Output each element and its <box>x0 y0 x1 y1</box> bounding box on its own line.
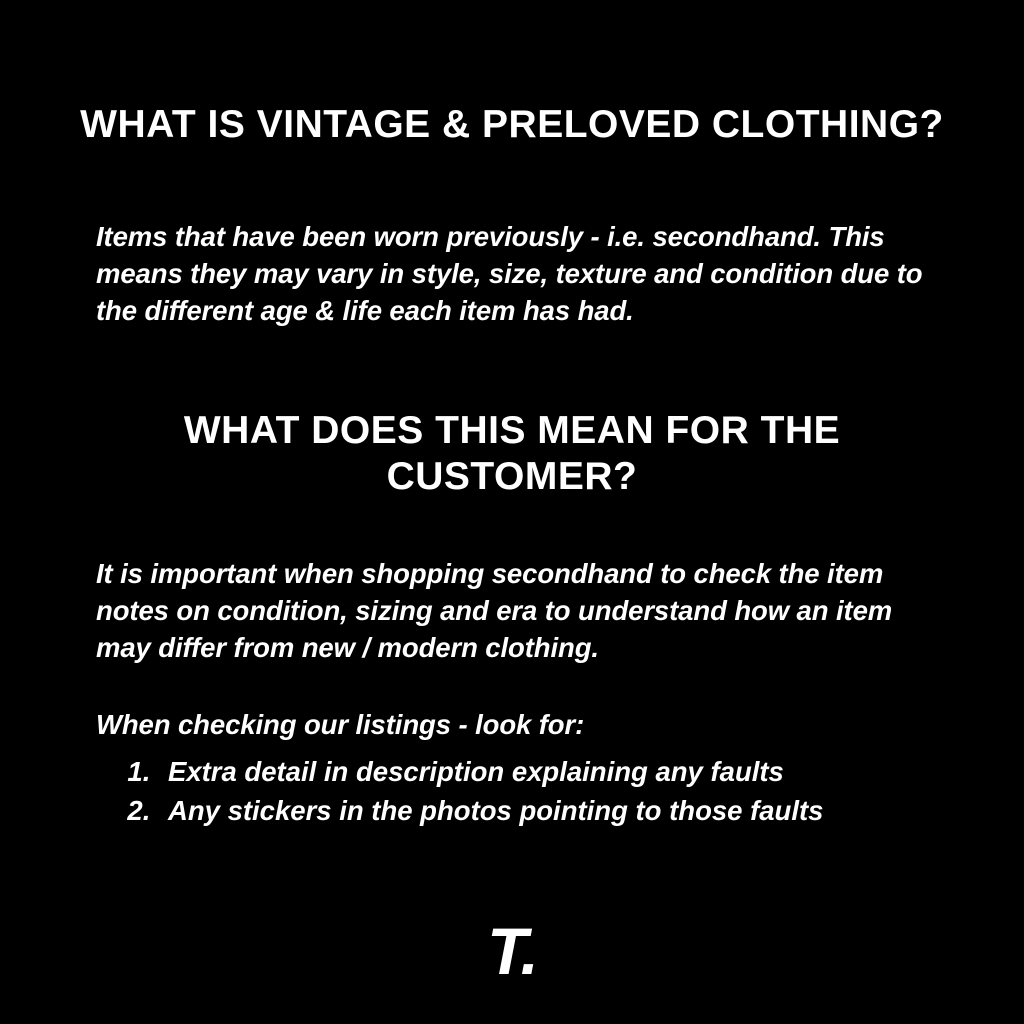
list-item: 2. Any stickers in the photos pointing to those faults <box>158 791 958 830</box>
definition-paragraph: Items that have been worn previously - i.e. secondhand. This means they may vary in style, size, texture and condition due to the different age & life each item has had. <box>96 220 923 326</box>
list-item: 1. Extra detail in description explaining any faults <box>158 752 958 791</box>
page-title: WHAT IS VINTAGE & PRELOVED CLOTHING? <box>80 103 944 147</box>
brand-logo: T. <box>487 914 537 988</box>
guidance-paragraph: It is important when shopping secondhand to check the item notes on condition, sizing and era to understand how an item may differ from new / modern clothing. <box>96 557 893 663</box>
section-title-customer: WHAT DOES THIS MEAN FOR THE CUSTOMER? <box>183 409 841 499</box>
listings-prompt: When checking our listings - look for: <box>96 708 585 740</box>
checklist <box>118 752 958 830</box>
